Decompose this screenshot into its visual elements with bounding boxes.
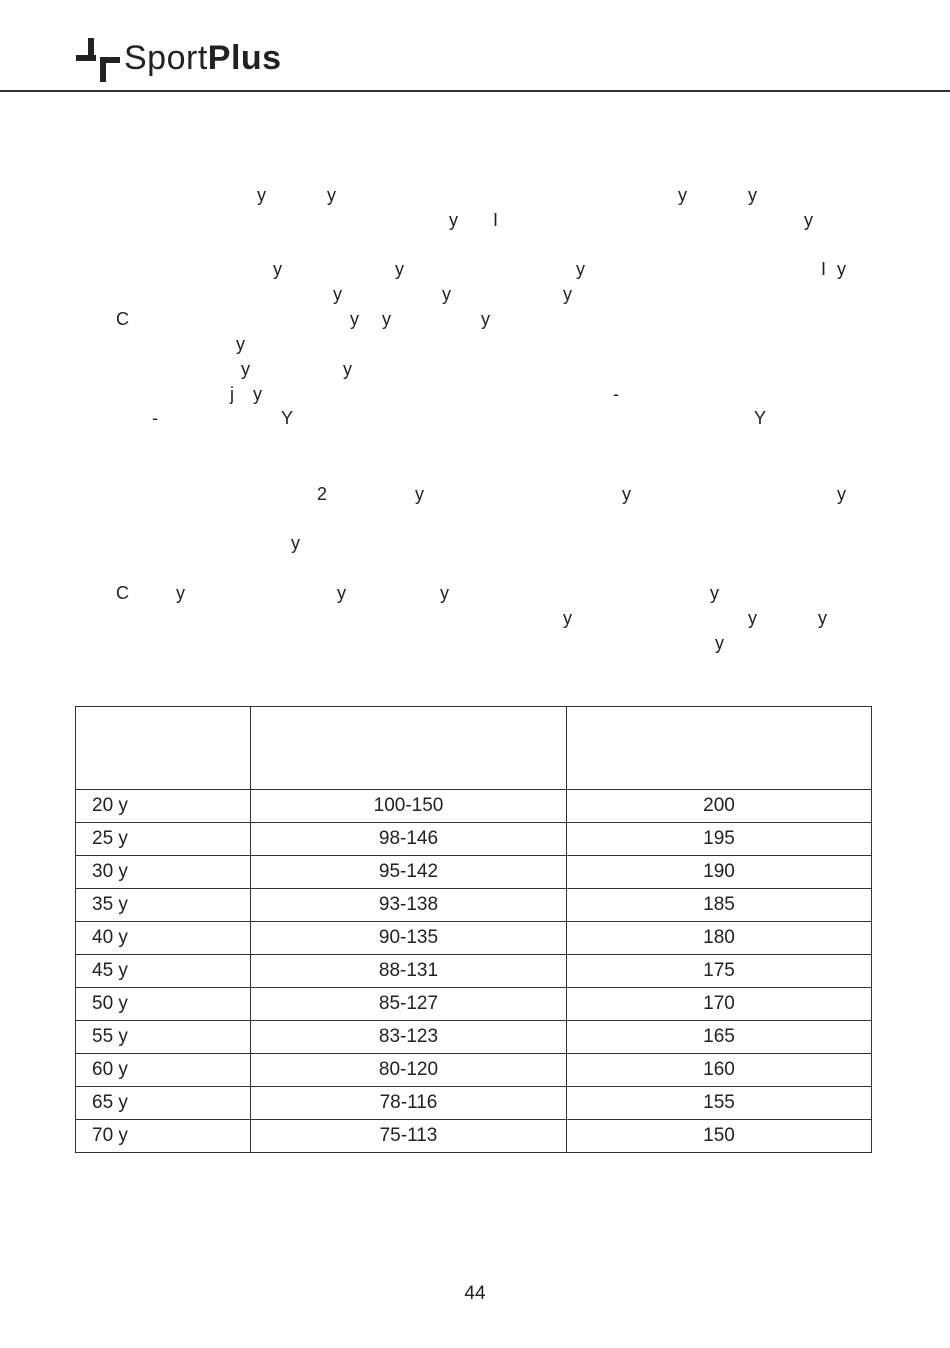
- table-row: [76, 1120, 872, 1153]
- table-row: [76, 1054, 872, 1087]
- text-fragment: y: [442, 284, 451, 304]
- max-cell: 170: [567, 988, 872, 1021]
- max-cell: 175: [567, 955, 872, 988]
- sportplus-logo: [76, 38, 338, 82]
- text-fragment: y: [440, 583, 449, 603]
- range-cell: 83-123: [251, 1021, 567, 1054]
- text-fragment: y: [273, 259, 282, 279]
- header-training-range: [251, 707, 567, 790]
- text-fragment: y: [818, 608, 827, 628]
- text-fragment: I: [493, 210, 499, 230]
- text-fragment: y: [748, 608, 757, 628]
- max-cell: 200: [567, 790, 872, 823]
- age-cell: 55 y: [76, 1021, 251, 1054]
- range-cell: 85-127: [251, 988, 567, 1021]
- age-cell: 35 y: [76, 889, 251, 922]
- table-row: [76, 922, 872, 955]
- range-cell: 88-131: [251, 955, 567, 988]
- text-fragment: Y: [754, 408, 767, 428]
- age-cell: 60 y: [76, 1054, 251, 1087]
- sportplus-cross-icon: [76, 38, 120, 82]
- text-fragment: y: [563, 284, 572, 304]
- text-fragment: y: [343, 359, 352, 379]
- brand-name: [124, 38, 282, 78]
- text-fragment: y: [395, 259, 404, 279]
- range-cell: 95-142: [251, 856, 567, 889]
- table-row: [76, 823, 872, 856]
- age-cell: 70 y: [76, 1120, 251, 1153]
- range-cell: 98-146: [251, 823, 567, 856]
- text-fragment: y: [253, 384, 262, 404]
- text-fragment: y: [291, 533, 300, 553]
- table-row: [76, 790, 872, 823]
- text-fragment: y: [415, 484, 424, 504]
- text-fragment: y: [837, 259, 846, 279]
- table-row: [76, 955, 872, 988]
- text-fragment: y: [563, 608, 572, 628]
- max-cell: 190: [567, 856, 872, 889]
- max-cell: 180: [567, 922, 872, 955]
- text-fragment: -: [152, 408, 158, 428]
- text-fragment: C: [116, 583, 129, 603]
- text-fragment: y: [350, 309, 359, 329]
- text-fragment: y: [622, 484, 631, 504]
- text-fragment: y: [837, 484, 846, 504]
- text-fragment: y: [257, 185, 266, 205]
- text-fragment: y: [481, 309, 490, 329]
- max-cell: 160: [567, 1054, 872, 1087]
- text-fragment: y: [333, 284, 342, 304]
- brand-name-bold: Plus: [207, 39, 282, 77]
- text-fragment: I: [821, 259, 827, 279]
- text-fragment: Y: [281, 408, 294, 428]
- range-cell: 90-135: [251, 922, 567, 955]
- age-cell: 65 y: [76, 1087, 251, 1120]
- text-fragment: y: [241, 359, 250, 379]
- text-fragment: y: [449, 210, 458, 230]
- text-fragment: y: [804, 210, 813, 230]
- max-cell: 185: [567, 889, 872, 922]
- max-cell: 195: [567, 823, 872, 856]
- age-cell: 25 y: [76, 823, 251, 856]
- text-fragment: -: [613, 384, 619, 404]
- heart-rate-table: [75, 706, 872, 1153]
- text-fragment: y: [678, 185, 687, 205]
- brand-name-light: Sport: [124, 39, 208, 77]
- page-number: 44: [464, 1283, 486, 1304]
- range-cell: 100-150: [251, 790, 567, 823]
- table-row: [76, 856, 872, 889]
- range-cell: 80-120: [251, 1054, 567, 1087]
- age-cell: 20 y: [76, 790, 251, 823]
- table-row: [76, 1021, 872, 1054]
- text-fragment: y: [576, 259, 585, 279]
- max-cell: 155: [567, 1087, 872, 1120]
- text-fragment: y: [382, 309, 391, 329]
- range-cell: 93-138: [251, 889, 567, 922]
- text-fragment: y: [748, 185, 757, 205]
- table-row: [76, 1087, 872, 1120]
- text-fragment: y: [337, 583, 346, 603]
- age-cell: 50 y: [76, 988, 251, 1021]
- max-cell: 150: [567, 1120, 872, 1153]
- table-row: [76, 889, 872, 922]
- table-row: [76, 988, 872, 1021]
- text-fragment: 2: [317, 484, 328, 504]
- text-fragment: y: [176, 583, 185, 603]
- header-age: [76, 707, 251, 790]
- max-cell: 165: [567, 1021, 872, 1054]
- range-cell: 75-113: [251, 1120, 567, 1153]
- text-fragment: y: [710, 583, 719, 603]
- table-header-row: [76, 707, 872, 790]
- age-cell: 40 y: [76, 922, 251, 955]
- text-fragment: y: [715, 633, 724, 653]
- text-fragment: j: [230, 384, 234, 404]
- header-max-rate: [567, 707, 872, 790]
- text-fragment: y: [327, 185, 336, 205]
- page-header: [0, 0, 950, 92]
- text-fragment: y: [236, 334, 245, 354]
- text-fragment: C: [116, 309, 129, 329]
- age-cell: 30 y: [76, 856, 251, 889]
- header-divider: [0, 90, 950, 92]
- age-cell: 45 y: [76, 955, 251, 988]
- range-cell: 78-116: [251, 1087, 567, 1120]
